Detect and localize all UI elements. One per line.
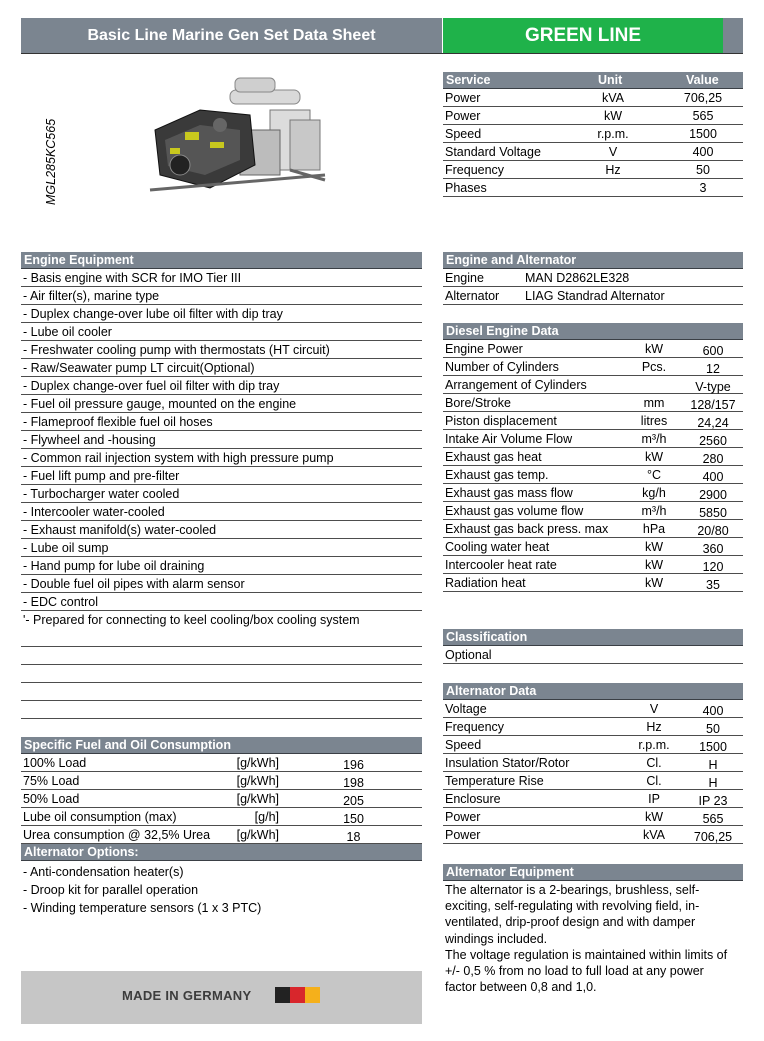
document-title: Basic Line Marine Gen Set Data Sheet [21, 18, 442, 54]
altdata-label: Power [445, 828, 481, 842]
diesel-value: 12 [706, 362, 720, 376]
service-label: Speed [445, 127, 482, 141]
diesel-row [443, 448, 743, 466]
equipment-item [21, 449, 422, 467]
flag-gold-stripe [305, 987, 320, 1003]
blank-row [21, 701, 422, 719]
alternator-data-row [443, 754, 743, 772]
equipment-item-text: - Flameproof flexible fuel oil hoses [23, 415, 213, 429]
alternator-options-title: Alternator Options: [21, 844, 422, 861]
diesel-value: 400 [702, 470, 724, 484]
service-unit: kW [603, 109, 623, 123]
equipment-item-text: - Lube oil sump [23, 541, 109, 555]
diesel-engine-section [443, 323, 743, 592]
model-code: MGL285KC565 [44, 118, 58, 205]
equipment-item [21, 287, 422, 305]
fuel-unit: [g/kWh] [236, 828, 279, 842]
diesel-value: 35 [706, 578, 720, 592]
diesel-engine-title: Diesel Engine Data [443, 323, 743, 340]
alternator-equipment-title: Alternator Equipment [443, 864, 743, 881]
service-row [443, 161, 743, 179]
equipment-item [21, 305, 422, 323]
alternator-data-section [443, 683, 743, 844]
fuel-label: Lube oil consumption (max) [23, 810, 177, 824]
service-label: Standard Voltage [445, 145, 541, 159]
altdata-unit: Cl. [646, 774, 662, 788]
diesel-unit: kW [644, 450, 664, 464]
fuel-value: 150 [343, 812, 364, 826]
service-unit: V [608, 145, 618, 159]
equipment-item [21, 323, 422, 341]
diesel-row [443, 556, 743, 574]
equipment-item [21, 413, 422, 431]
alternator-equipment-line: factor between 0,8 and 1,0. [445, 980, 597, 995]
fuel-label: 100% Load [23, 756, 87, 770]
fuel-row [21, 772, 422, 790]
equipment-item [21, 359, 422, 377]
diesel-row [443, 538, 743, 556]
alternator-data-row [443, 736, 743, 754]
fuel-label: 75% Load [23, 774, 80, 788]
blank-row [21, 683, 422, 701]
value-col-header: Value [686, 73, 719, 87]
service-row [443, 107, 743, 125]
alternator-option-item: - Anti-condensation heater(s) [23, 865, 184, 879]
altdata-value: 565 [702, 812, 724, 826]
diesel-value: 24,24 [697, 416, 729, 430]
equipment-item-text: - Duplex change-over fuel oil filter with dip tray [23, 379, 280, 393]
genset-image [140, 70, 330, 200]
classification-title: Classification [443, 629, 743, 646]
diesel-unit: kW [644, 558, 664, 572]
service-value: 400 [692, 145, 714, 159]
ea-value: MAN D2862LE328 [525, 271, 630, 285]
alternator-equipment-line: ventilated, drip-proof design and with damper [445, 915, 696, 930]
diesel-label: Exhaust gas volume flow [445, 504, 584, 518]
diesel-value: 2560 [699, 434, 727, 448]
equipment-item [21, 377, 422, 395]
equipment-item [21, 467, 422, 485]
equipment-item [21, 521, 422, 539]
diesel-unit: mm [643, 396, 665, 410]
alternator-data-row [443, 700, 743, 718]
service-row [443, 143, 743, 161]
fuel-value: 18 [346, 830, 361, 844]
diesel-value: 2900 [699, 488, 727, 502]
equipment-item-text: - Double fuel oil pipes with alarm sensor [23, 577, 245, 591]
diesel-row [443, 412, 743, 430]
equipment-item [21, 503, 422, 521]
diesel-label: Exhaust gas mass flow [445, 486, 573, 500]
service-unit: Hz [605, 163, 621, 177]
altdata-unit: V [649, 702, 659, 716]
engine-alternator-row [443, 269, 743, 287]
alternator-data-row [443, 808, 743, 826]
service-table [443, 72, 743, 197]
fuel-row [21, 826, 422, 844]
diesel-row [443, 394, 743, 412]
diesel-label: Number of Cylinders [445, 360, 559, 374]
altdata-unit: Cl. [646, 756, 662, 770]
diesel-unit: kW [644, 342, 664, 356]
equipment-item [21, 593, 422, 611]
altdata-value: H [708, 758, 718, 772]
diesel-label: Engine Power [445, 342, 523, 356]
diesel-value: 280 [702, 452, 724, 466]
diesel-label: Bore/Stroke [445, 396, 512, 410]
equipment-item-text: - Intercooler water-cooled [23, 505, 165, 519]
equipment-item [21, 557, 422, 575]
equipment-item-text: - Duplex change-over lube oil filter with dip tray [23, 307, 283, 321]
altdata-label: Speed [445, 738, 482, 752]
fuel-row [21, 754, 422, 772]
alternator-option-item: - Winding temperature sensors (1 x 3 PTC) [23, 901, 262, 915]
diesel-unit: hPa [642, 522, 666, 536]
alternator-equipment-section [443, 864, 743, 995]
ea-label: Engine [445, 271, 484, 285]
diesel-label: Intercooler heat rate [445, 558, 557, 572]
equipment-item [21, 341, 422, 359]
diesel-row [443, 376, 743, 394]
service-value: 50 [696, 163, 710, 177]
diesel-row [443, 340, 743, 358]
service-value: 1500 [689, 127, 717, 141]
diesel-unit: m³/h [641, 504, 667, 518]
diesel-unit: Pcs. [641, 360, 667, 374]
classification-section [443, 629, 743, 664]
fuel-unit: [g/kWh] [236, 774, 279, 788]
fuel-value: 205 [343, 794, 364, 808]
diesel-row [443, 466, 743, 484]
diesel-value: V-type [695, 380, 731, 394]
service-row [443, 125, 743, 143]
altdata-value: H [708, 776, 718, 790]
green-line-badge: GREEN LINE [443, 18, 723, 54]
altdata-unit: IP [648, 792, 660, 806]
unit-col-header: Unit [598, 73, 623, 87]
diesel-label: Piston displacement [445, 414, 557, 428]
service-value: 565 [692, 109, 714, 123]
fuel-unit: [g/kWh] [236, 792, 279, 806]
diesel-unit: kW [644, 540, 664, 554]
diesel-unit: kg/h [642, 486, 666, 500]
equipment-item-text: - Exhaust manifold(s) water-cooled [23, 523, 217, 537]
diesel-row [443, 358, 743, 376]
diesel-value: 120 [702, 560, 724, 574]
service-row [443, 179, 743, 197]
diesel-label: Exhaust gas back press. max [445, 522, 609, 536]
service-table-header [443, 72, 743, 89]
diesel-row [443, 484, 743, 502]
altdata-value: 400 [702, 704, 724, 718]
made-in-germany-text: MADE IN GERMANY [122, 988, 252, 1003]
service-value: 3 [699, 181, 707, 195]
header-divider [21, 53, 743, 54]
service-row [443, 89, 743, 107]
diesel-label: Cooling water heat [445, 540, 550, 554]
flag-red-stripe [290, 987, 305, 1003]
diesel-label: Arrangement of Cylinders [445, 378, 587, 392]
equipment-item [21, 269, 422, 287]
made-in-germany-banner [21, 971, 422, 1024]
diesel-row [443, 520, 743, 538]
diesel-row [443, 574, 743, 592]
engine-alternator-section [443, 252, 743, 305]
diesel-value: 128/157 [690, 398, 736, 412]
equipment-item [21, 431, 422, 449]
service-value: 706,25 [683, 91, 723, 105]
equipment-item [21, 575, 422, 593]
equipment-item [21, 485, 422, 503]
engine-equipment-section [21, 252, 422, 719]
altdata-label: Enclosure [445, 792, 501, 806]
altdata-value: 50 [706, 722, 720, 736]
service-label: Phases [445, 181, 487, 195]
altdata-unit: kW [644, 810, 664, 824]
diesel-row [443, 430, 743, 448]
fuel-label: 50% Load [23, 792, 80, 806]
alternator-data-row [443, 826, 743, 844]
blank-row [21, 665, 422, 683]
fuel-consumption-title: Specific Fuel and Oil Consumption [21, 737, 422, 754]
altdata-value: 1500 [699, 740, 727, 754]
fuel-label: Urea consumption @ 32,5% Urea [23, 828, 211, 842]
service-col-header: Service [446, 73, 491, 87]
fuel-unit: [g/h] [254, 810, 279, 824]
equipment-item [21, 395, 422, 413]
equipment-item-text: - Flywheel and -housing [23, 433, 156, 447]
fuel-row [21, 790, 422, 808]
alternator-equipment-line: The voltage regulation is maintained within limits of [445, 947, 728, 962]
classification-value: Optional [445, 648, 492, 662]
fuel-value: 196 [343, 758, 364, 772]
equipment-item-text: - Basis engine with SCR for IMO Tier III [23, 271, 242, 285]
diesel-value: 5850 [699, 506, 727, 520]
diesel-unit: m³/h [641, 432, 667, 446]
equipment-item-text: - Hand pump for lube oil draining [23, 559, 205, 573]
service-unit: r.p.m. [597, 127, 629, 141]
diesel-unit: litres [640, 414, 668, 428]
service-label: Frequency [445, 163, 505, 177]
alternator-equipment-line: windings included. [445, 931, 548, 946]
equipment-item-text: - Fuel oil pressure gauge, mounted on the engine [23, 397, 297, 411]
equipment-item-text: - Raw/Seawater pump LT circuit(Optional) [23, 361, 255, 375]
fuel-value: 198 [343, 776, 364, 790]
altdata-unit: r.p.m. [638, 738, 670, 752]
altdata-label: Frequency [445, 720, 505, 734]
alternator-data-title: Alternator Data [443, 683, 743, 700]
service-unit: kVA [602, 91, 624, 105]
diesel-row [443, 502, 743, 520]
flag-black-stripe [275, 987, 290, 1003]
fuel-unit: [g/kWh] [236, 756, 279, 770]
alternator-data-row [443, 790, 743, 808]
diesel-label: Exhaust gas temp. [445, 468, 549, 482]
equipment-item-text: - Air filter(s), marine type [23, 289, 160, 303]
diesel-label: Exhaust gas heat [445, 450, 542, 464]
service-label: Power [445, 109, 481, 123]
header-end-cap [723, 18, 743, 54]
equipment-item-text: - Turbocharger water cooled [23, 487, 180, 501]
diesel-value: 600 [702, 344, 724, 358]
equipment-item-text: - EDC control [23, 595, 99, 609]
diesel-value: 360 [702, 542, 724, 556]
ea-value: LIAG Standrad Alternator [525, 289, 665, 303]
diesel-unit: kW [644, 576, 664, 590]
fuel-row [21, 808, 422, 826]
equipment-item-text: - Freshwater cooling pump with thermostats (HT circuit) [23, 343, 330, 357]
altdata-label: Temperature Rise [445, 774, 544, 788]
alternator-equipment-line: +/- 0,5 % from no load to full load at any power [445, 964, 704, 979]
altdata-label: Voltage [445, 702, 487, 716]
diesel-unit: °C [646, 468, 662, 482]
engine-equipment-title: Engine Equipment [21, 252, 422, 269]
equipment-item [21, 611, 422, 629]
diesel-value: 20/80 [697, 524, 729, 538]
ea-label: Alternator [445, 289, 500, 303]
classification-row [443, 646, 743, 664]
altdata-value: 706,25 [693, 830, 733, 844]
altdata-unit: kVA [643, 828, 665, 842]
fuel-consumption-section [21, 737, 422, 917]
equipment-item [21, 539, 422, 557]
service-label: Power [445, 91, 481, 105]
altdata-label: Insulation Stator/Rotor [445, 756, 570, 770]
alternator-equipment-line: exciting, self-regulating with revolving field, in- [445, 899, 700, 914]
diesel-label: Intake Air Volume Flow [445, 432, 573, 446]
alternator-equipment-line: The alternator is a 2-bearings, brushless, self- [445, 883, 700, 897]
blank-row [21, 629, 422, 647]
equipment-item-text: - Common rail injection system with high pressure pump [23, 451, 334, 465]
engine-alternator-title: Engine and Alternator [443, 252, 743, 269]
alternator-option-item: - Droop kit for parallel operation [23, 883, 199, 897]
equipment-item-text: - Fuel lift pump and pre-filter [23, 469, 180, 483]
equipment-item-text: - Lube oil cooler [23, 325, 112, 339]
altdata-value: IP 23 [698, 794, 728, 808]
equipment-item-text: '- Prepared for connecting to keel cooling/box cooling system [23, 613, 360, 627]
blank-row [21, 647, 422, 665]
engine-alternator-row [443, 287, 743, 305]
alternator-data-row [443, 772, 743, 790]
altdata-unit: Hz [646, 720, 662, 734]
diesel-label: Radiation heat [445, 576, 526, 590]
altdata-label: Power [445, 810, 481, 824]
alternator-data-row [443, 718, 743, 736]
